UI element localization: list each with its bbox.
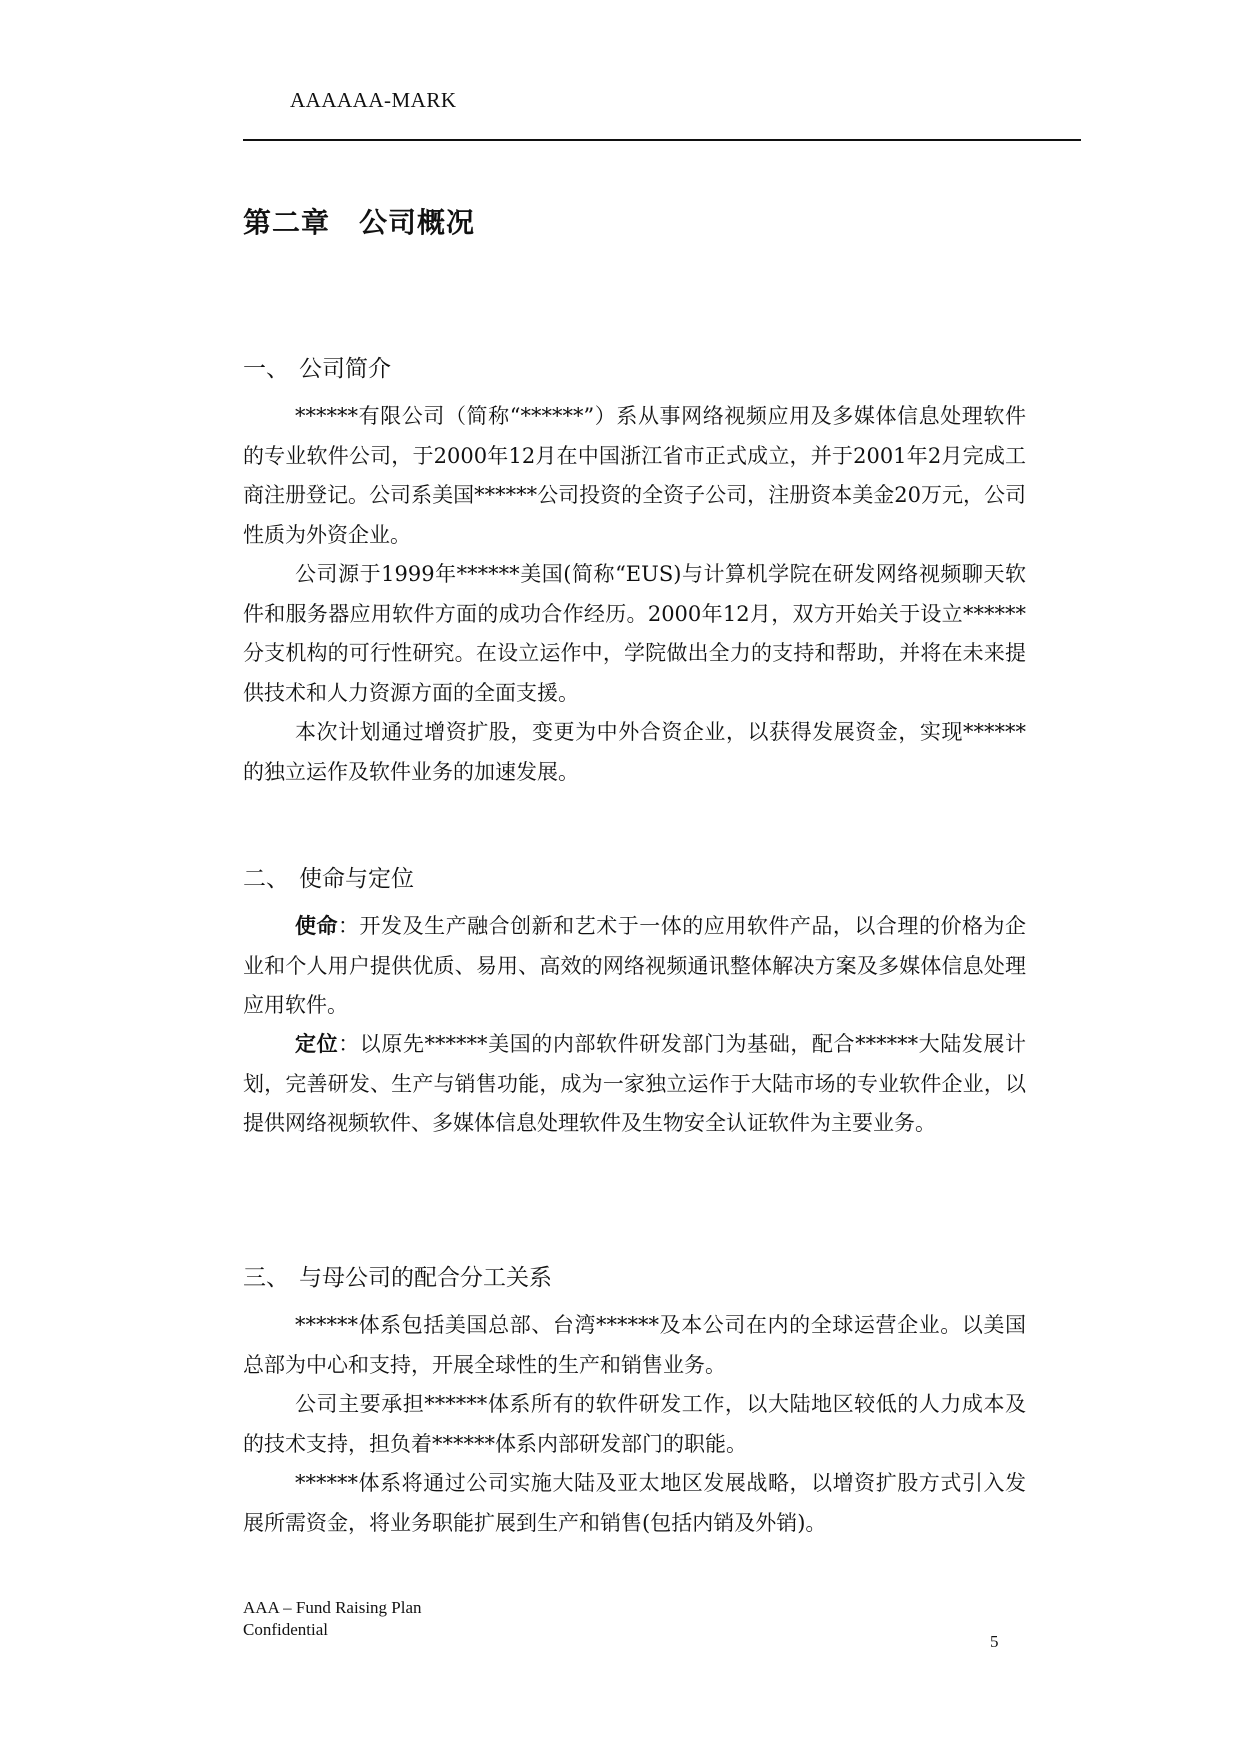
header-divider [243,139,1081,141]
page-footer [243,1597,422,1641]
chapter-title: 第二章 公司概况 [243,206,476,239]
paragraph-label: 使命 [295,914,339,938]
paragraph: 公司主要承担******体系所有的软件研发工作，以大陆地区较低的人力成本及的技术支持，担负着******体系内部研发部门的职能。 [243,1392,1026,1456]
paragraph-body: ：以原先******美国的内部软件研发部门为基础，配合******大陆发展计划，完善研发、生产与销售功能，成为一家独立运作于大陆市场的专业软件企业，以提供网络视频软件、多媒体信息处理软件及生物安全认证软件为主要业务。 [243,1032,1027,1135]
section-number: 三、 [243,1265,289,1291]
paragraph: 公司源于1999年******美国(简称“EUS)与计算机学院在研发网络视频聊天软件和服务器应用软件方面的成功合作经历。2000年12月，双方开始关于设立******分支机构的可行性研究。在设立运作中，学院做出全力的支持和帮助，并将在未来提供技术和人力资源方面的全面支援。 [243,562,1026,705]
paragraph: ******体系包括美国总部、台湾******及本公司在内的全球运营企业。以美国总部为中心和支持，开展全球性的生产和销售业务。 [243,1313,1026,1377]
footer-confidential: Confidential [243,1620,328,1639]
section-number: 一、 [243,356,289,382]
section-number: 二、 [243,866,289,892]
footer-doc-title: AAA – Fund Raising Plan [243,1598,422,1617]
section-heading [243,860,414,893]
page-header-mark: AAAAAA-MARK [290,88,457,112]
section-heading [243,350,391,383]
paragraph-body: ：开发及生产融合创新和艺术于一体的应用软件产品，以合理的价格为企业和个人用户提供优质、易用、高效的网络视频通讯整体解决方案及多媒体信息处理应用软件。 [243,914,1026,1017]
page-number: 5 [990,1632,999,1651]
paragraph [243,1025,1026,1144]
section-title-text: 公司简介 [299,356,391,382]
paragraph [243,907,1026,1026]
paragraph: ******体系将通过公司实施大陆及亚太地区发展战略，以增资扩股方式引入发展所需资金，将业务职能扩展到生产和销售(包括内销及外销)。 [243,1471,1026,1535]
section-heading [243,1259,552,1292]
section-title-text: 使命与定位 [299,866,414,892]
paragraph: 本次计划通过增资扩股，变更为中外合资企业，以获得发展资金，实现******的独立运作及软件业务的加速发展。 [243,720,1026,784]
section-title-text: 与母公司的配合分工关系 [299,1265,552,1291]
paragraph-label: 定位 [295,1032,339,1056]
paragraph: ******有限公司（简称“******”）系从事网络视频应用及多媒体信息处理软件的专业软件公司，于2000年12月在中国浙江省市正式成立，并于2001年2月完成工商注册登记。公司系美国******公司投资的全资子公司，注册资本美金20万元，公司性质为外资企业。 [243,404,1026,547]
